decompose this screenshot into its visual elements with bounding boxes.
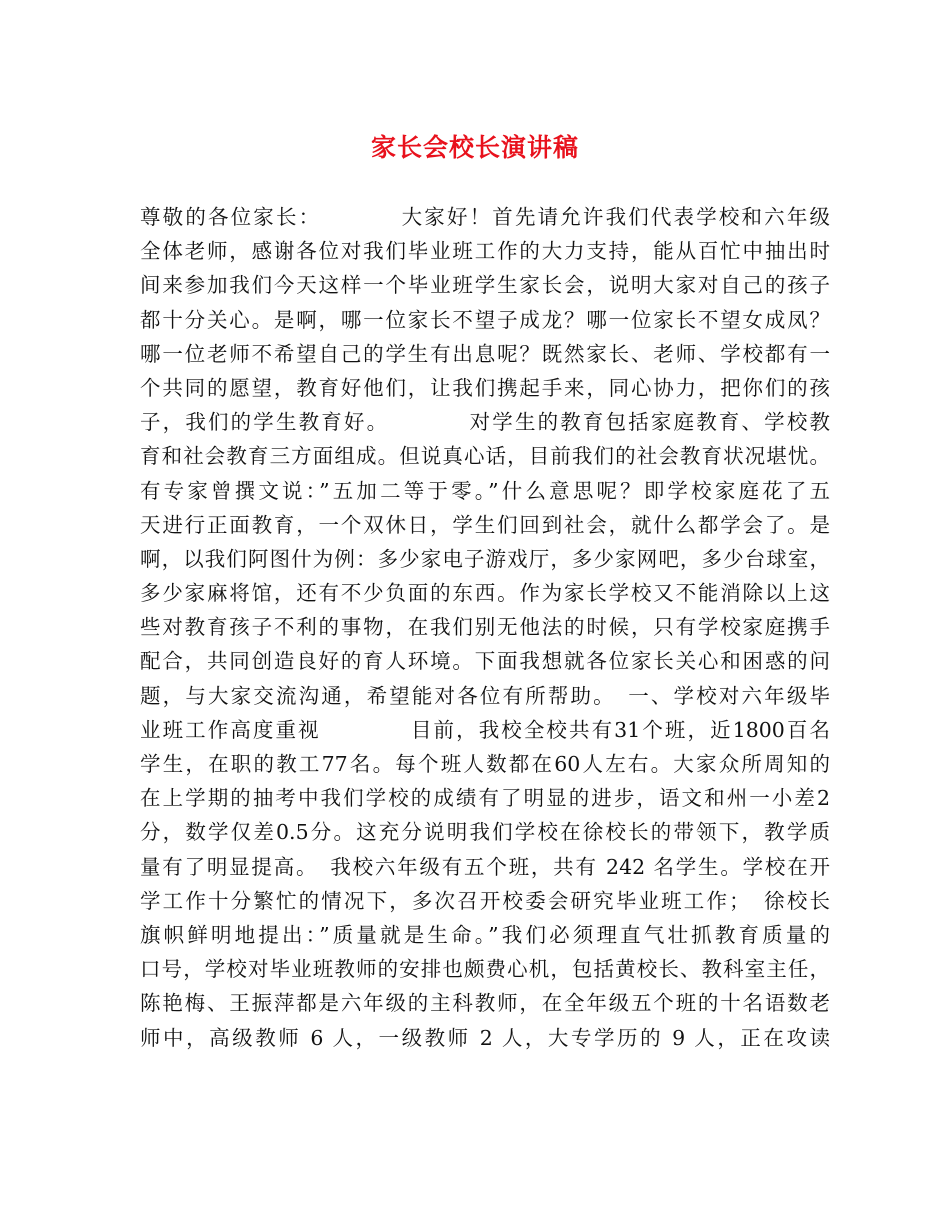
body-line: 业班工作高度重视 目前，我校全校共有31个班，近1800百名 [140,717,830,742]
body-line: 个共同的愿望，教育好他们，让我们携起手来，同心协力，把你们的孩 [140,375,830,400]
body-line: 题，与大家交流沟通，希望能对各位有所帮助。 一、学校对六年级毕 [140,683,830,708]
body-line: 学生，在职的教工77名。每个班人数都在60人左右。大家众所周知的 [140,752,830,776]
body-line: 有专家曾撰文说：”五加二等于零。”什么意思呢？即学校家庭花了五 [140,478,830,503]
body-line: 都十分关心。是啊，哪一位家长不望子成龙？哪一位家长不望女成凤？ [140,307,830,332]
body-line: 分，数学仅差0.5分。这充分说明我们学校在徐校长的带领下，教学质 [140,820,830,845]
body-line: 口号，学校对毕业班教师的安排也颇费心机，包括黄校长、教科室主任， [140,957,830,982]
body-line: 学工作十分繁忙的情况下，多次召开校委会研究毕业班工作； 徐校长 [140,888,830,913]
body-line: 啊，以我们阿图什为例：多少家电子游戏厅，多少家网吧，多少台球室， [140,546,830,571]
body-line: 子，我们的学生教育好。 对学生的教育包括家庭教育、学校教 [140,410,830,435]
body-line: 多少家麻将馆，还有不少负面的东西。作为家长学校又不能消除以上这 [140,581,830,606]
body-line: 间来参加我们今天这样一个毕业班学生家长会，说明大家对自己的孩子 [140,273,830,298]
body-line: 尊敬的各位家长： 大家好！首先请允许我们代表学校和六年级 [140,205,830,229]
document-body [140,200,830,1055]
body-line: 在上学期的抽考中我们学校的成绩有了明显的进步，语文和州一小差2 [140,786,830,811]
body-line: 量有了明显提高。 我校六年级有五个班，共有 242 名学生。学校在开 [140,854,830,879]
body-line: 师中，高级教师 6 人，一级教师 2 人，大专学历的 9 人，正在攻读 [140,1025,830,1050]
body-line: 配合，共同创造良好的育人环境。下面我想就各位家长关心和困惑的问 [140,649,830,674]
body-line: 育和社会教育三方面组成。但说真心话，目前我们的社会教育状况堪忧。 [140,444,830,469]
body-line: 天进行正面教育，一个双休日，学生们回到社会，就什么都学会了。是 [140,512,830,537]
body-line: 哪一位老师不希望自己的学生有出息呢？既然家长、老师、学校都有一 [140,341,830,366]
document-title: 家长会校长演讲稿 [370,133,579,162]
body-line: 些对教育孩子不利的事物，在我们别无他法的时候，只有学校家庭携手 [140,615,830,640]
body-line: 全体老师，感谢各位对我们毕业班工作的大力支持，能从百忙中抽出时 [140,239,830,264]
body-line: 陈艳梅、王振萍都是六年级的主科教师，在全年级五个班的十名语数老 [140,991,830,1016]
body-line: 旗帜鲜明地提出：”质量就是生命。”我们必须理直气壮抓教育质量的 [140,922,830,947]
